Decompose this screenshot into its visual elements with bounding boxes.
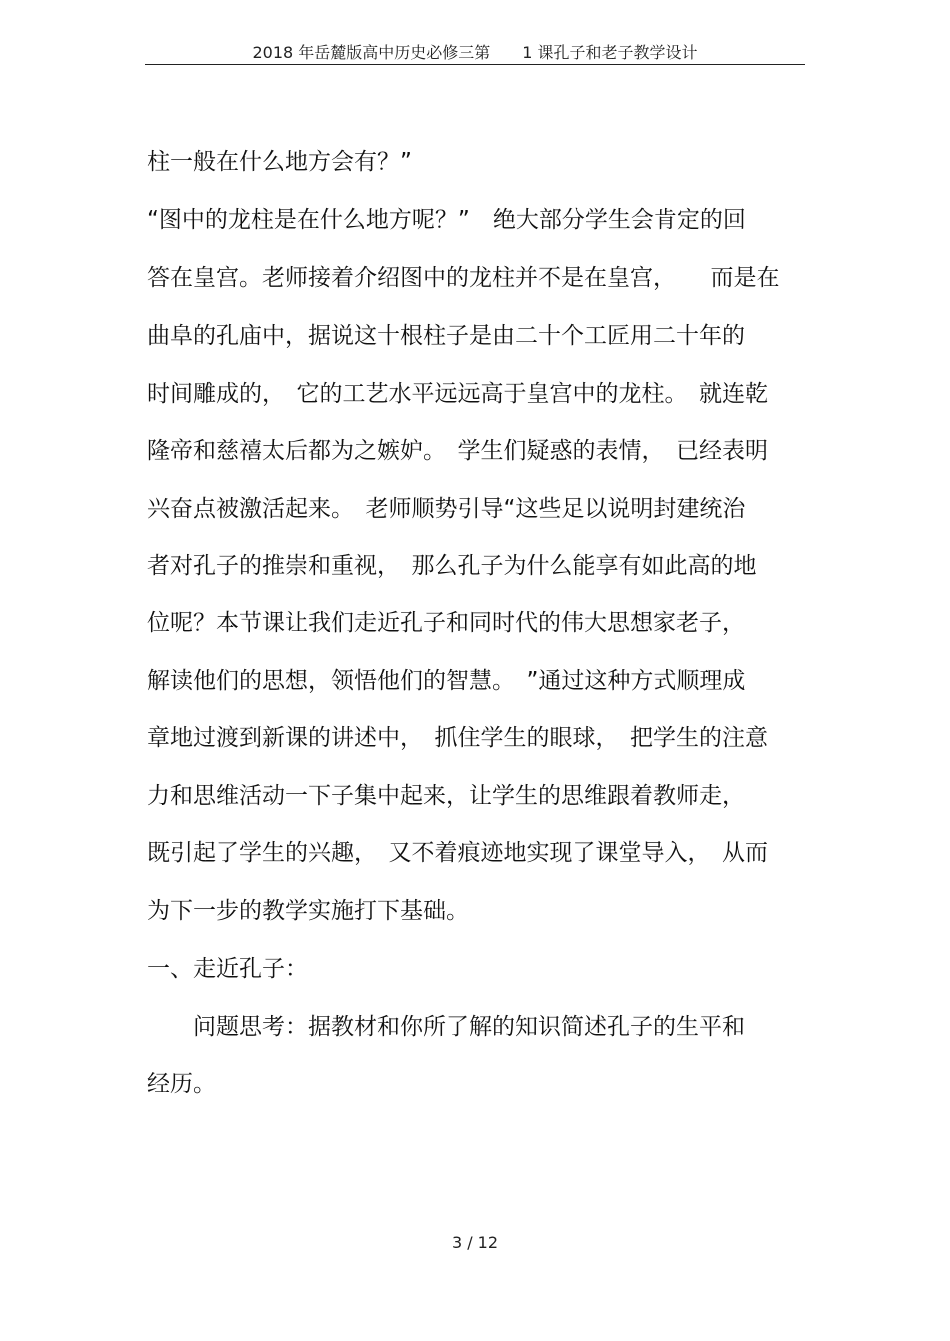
body-line: 解读他们的思想，领悟他们的智慧。 ”通过这种方式顺理成 [147, 668, 746, 694]
section-heading: 一、走近孔子： [147, 956, 308, 982]
body-line: 力和思维活动一下子集中起来，让学生的思维跟着教师走， [147, 783, 745, 809]
page-header-title: 2018 年岳麓版高中历史必修三第 1 课孔子和老子教学设计 [252, 43, 698, 62]
body-line: 章地过渡到新课的讲述中， 抓住学生的眼球， 把学生的注意 [147, 725, 768, 751]
header-divider [145, 64, 805, 65]
body-line: 时间雕成的， 它的工艺水平远远高于皇宫中的龙柱。 就连乾 [147, 381, 768, 407]
body-line: 为下一步的教学实施打下基础。 [147, 898, 469, 924]
body-line: 兴奋点被激活起来。 老师顺势引导“这些足以说明封建统治 [147, 496, 746, 522]
body-line: “图中的龙柱是在什么地方呢？” 绝大部分学生会肯定的回 [147, 207, 746, 233]
body-line: 经历。 [147, 1071, 216, 1097]
question-prompt: 问题思考：据教材和你所了解的知识简述孔子的生平和 [147, 1014, 745, 1040]
body-line: 答在皇宫。老师接着介绍图中的龙柱并不是在皇宫， 而是在 [147, 265, 780, 291]
body-line: 隆帝和慈禧太后都为之嫉妒。 学生们疑惑的表情， 已经表明 [147, 438, 768, 464]
body-line: 既引起了学生的兴趣， 又不着痕迹地实现了课堂导入， 从而 [147, 840, 768, 866]
body-line: 位呢？本节课让我们走近孔子和同时代的伟大思想家老子， [147, 610, 745, 636]
body-line: 曲阜的孔庙中，据说这十根柱子是由二十个工匠用二十年的 [147, 323, 745, 349]
body-line: 柱一般在什么地方会有？” [147, 149, 412, 175]
page-number: 3 / 12 [451, 1233, 499, 1252]
body-line: 者对孔子的推崇和重视， 那么孔子为什么能享有如此高的地 [147, 553, 757, 579]
